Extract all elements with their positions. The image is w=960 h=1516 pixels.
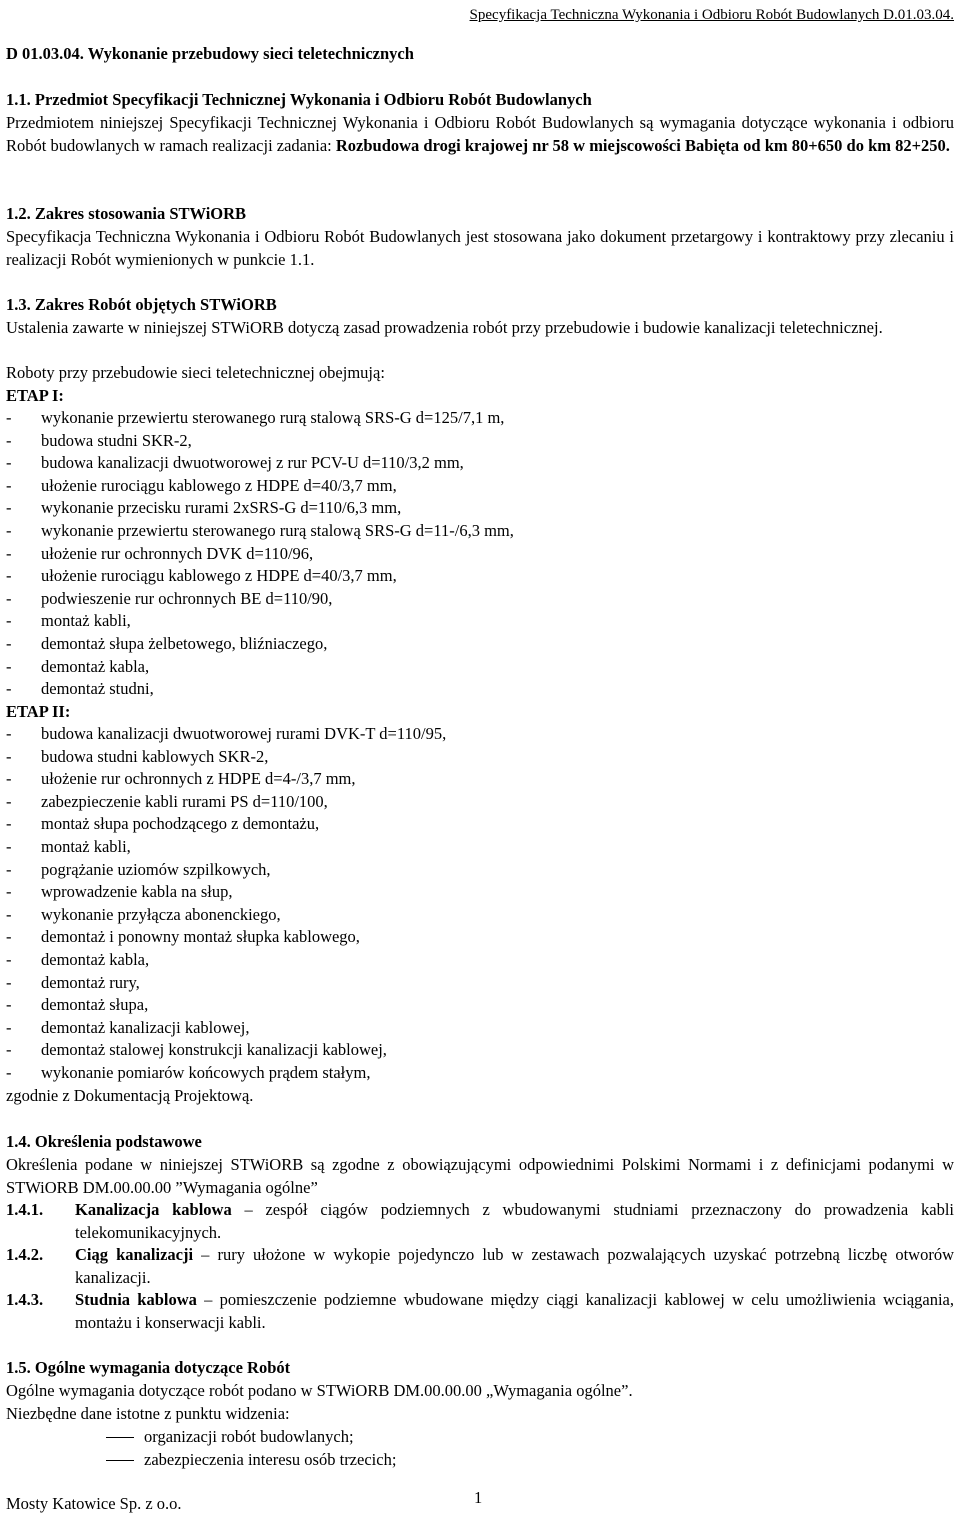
etap-1-item: - wykonanie przecisku rurami 2xSRS-G d=110/6,3 mm, (6, 497, 954, 520)
section-1-4-text: Określenia podane w niniejszej STWiORB są zgodne z obowiązującymi odpowiednimi Polskimi Normami i z definicjami podanymi w STWiORB DM.00.00.00 ”Wymagania ogólne” (6, 1155, 954, 1197)
etap-1-item: - demontaż studni, (6, 678, 954, 701)
section-1-3-intro: Roboty przy przebudowie sieci teletechnicznej obejmują: (6, 363, 385, 382)
definition-term: Ciąg kanalizacji (75, 1245, 194, 1265)
etap-2-item: - demontaż kabla, (6, 949, 954, 972)
definition-item (6, 1244, 954, 1289)
document-title: D 01.03.04. Wykonanie przebudowy sieci teletechnicznych (6, 44, 414, 63)
etap-1-item: - budowa kanalizacji dwuotworowej z rur PCV-U d=110/3,2 mm, (6, 452, 954, 475)
section-1-3-heading: 1.3. Zakres Robót objętych STWiORB (6, 295, 277, 314)
etap-2-item: - demontaż słupa, (6, 994, 954, 1017)
etap-1-item: - montaż kabli, (6, 610, 954, 633)
etap-1-item: - ułożenie rurociągu kablowego z HDPE d=40/3,7 mm, (6, 475, 954, 498)
section-1-1-heading: 1.1. Przedmiot Specyfikacji Technicznej Wykonania i Odbioru Robót Budowlanych (6, 90, 592, 109)
etap-2-item: - zabezpieczenie kabli rurami PS d=110/100, (6, 791, 954, 814)
section-1-2-text: Specyfikacja Techniczna Wykonania i Odbioru Robót Budowlanych jest stosowana jako dokument przetargowy i kontraktowy przy zlecaniu i realizacji Robót wymienionych w punkcie 1.1. (6, 227, 954, 269)
requirement-item: organizacji robót budowlanych; (6, 1426, 954, 1449)
requirement-item: zabezpieczenia interesu osób trzecich; (6, 1449, 954, 1472)
etap-2-item: - pogrążanie uziomów szpilkowych, (6, 859, 954, 882)
definition-text: – zespół ciągów podziemnych z wbudowanymi studniami przeznaczony do prowadzenia kabli telekomunikacyjnych. (75, 1200, 954, 1242)
section-1-1-text (6, 112, 954, 157)
definition-text: – pomieszczenie podziemne wbudowane między ciągi kanalizacji kablowej w celu umożliwienia wciągania, montażu i konserwacji kabli. (75, 1290, 955, 1332)
definition-number: 1.4.2. (6, 1245, 44, 1265)
etap-1-item: - wykonanie przewiertu sterowanego rurą stalową SRS-G d=11-/6,3 mm, (6, 520, 954, 543)
etap-2-label: ETAP II: (6, 702, 71, 721)
footer-company: Mosty Katowice Sp. z o.o. (6, 1494, 182, 1513)
definitions-list (6, 1199, 954, 1335)
definition-term: Kanalizacja kablowa (75, 1200, 232, 1219)
section-1-1-task-name: Rozbudowa drogi krajowej nr 58 w miejscowości Babięta od km 80+650 do km 82+250. (335, 135, 950, 155)
etap-1-item: - wykonanie przewiertu sterowanego rurą stalową SRS-G d=125/7,1 m, (6, 407, 954, 430)
section-1-5-heading: 1.5. Ogólne wymagania dotyczące Robót (6, 1358, 291, 1377)
etap-2-item: - ułożenie rur ochronnych z HDPE d=4-/3,7 mm, (6, 768, 954, 791)
etap-2-item: - montaż kabli, (6, 836, 954, 859)
section-1-1-body: Przedmiotem niniejszej Specyfikacji Technicznej Wykonania i Odbioru Robót Budowlanych są wymagania dotyczące wykonania i odbioru Robót budowlanych w ramach realizacji zadania: (6, 113, 954, 155)
etap-1-list-wrap (6, 407, 954, 701)
definition-text: – rury ułożone w wykopie pojedynczo lub w zestawach pozwalających uzyskać potrzebną liczbę otworów kanalizacji. (75, 1245, 954, 1287)
definition-number: 1.4.3. (6, 1290, 44, 1310)
etap-1-item: - ułożenie rurociągu kablowego z HDPE d=40/3,7 mm, (6, 565, 954, 588)
etap-2-item: - wykonanie przyłącza abonenckiego, (6, 904, 954, 927)
section-1-4-heading: 1.4. Określenia podstawowe (6, 1132, 202, 1151)
etap-2-item: - demontaż kanalizacji kablowej, (6, 1017, 954, 1040)
section-1-5-list (6, 1426, 954, 1471)
etap-1-item: - ułożenie rur ochronnych DVK d=110/96, (6, 543, 954, 566)
definition-item (6, 1199, 954, 1244)
definition-term: Studnia kablowa (75, 1290, 197, 1310)
page-number: 1 (474, 1488, 483, 1507)
etap-2-item: - budowa studni kablowych SKR-2, (6, 746, 954, 769)
etap-1-item: - podwieszenie rur ochronnych BE d=110/90, (6, 588, 954, 611)
etap-2-item: - demontaż rury, (6, 972, 954, 995)
etap-2-list (6, 723, 954, 1085)
etap-1-label: ETAP I: (6, 386, 64, 405)
etap-1-item: - demontaż kabla, (6, 656, 954, 679)
etap-2-item: - wprowadzenie kabla na słup, (6, 881, 954, 904)
section-1-5-intro: Niezbędne dane istotne z punktu widzenia: (6, 1404, 290, 1423)
section-1-5-list-wrap (6, 1426, 954, 1471)
section-1-2-heading: 1.2. Zakres stosowania STWiORB (6, 204, 247, 223)
section-1-3-text: Ustalenia zawarte w niniejszej STWiORB dotyczą zasad prowadzenia robót przy przebudowie i budowie kanalizacji teletechnicznej. (6, 318, 883, 337)
etap-2-item: - wykonanie pomiarów końcowych prądem stałym, (6, 1062, 954, 1085)
etap-2-list-wrap (6, 723, 954, 1085)
definition-item (6, 1289, 954, 1334)
section-1-5-text: Ogólne wymagania dotyczące robót podano w STWiORB DM.00.00.00 „Wymagania ogólne”. (6, 1381, 633, 1400)
etap-1-list (6, 407, 954, 701)
etap-1-item: - demontaż słupa żelbetowego, bliźniaczego, (6, 633, 954, 656)
etap-2-item: - demontaż stalowej konstrukcji kanalizacji kablowej, (6, 1039, 954, 1062)
etap-2-item: - demontaż i ponowny montaż słupka kablowego, (6, 926, 954, 949)
etap-2-item: - budowa kanalizacji dwuotworowej rurami DVK-T d=110/95, (6, 723, 954, 746)
running-header: Specyfikacja Techniczna Wykonania i Odbioru Robót Budowlanych D.01.03.04. (469, 7, 954, 23)
etap-2-item: - montaż słupa pochodzącego z demontażu, (6, 813, 954, 836)
etap-1-item: - budowa studni SKR-2, (6, 430, 954, 453)
section-1-3-closing: zgodnie z Dokumentacją Projektową. (6, 1086, 254, 1105)
definition-number: 1.4.1. (6, 1200, 44, 1219)
